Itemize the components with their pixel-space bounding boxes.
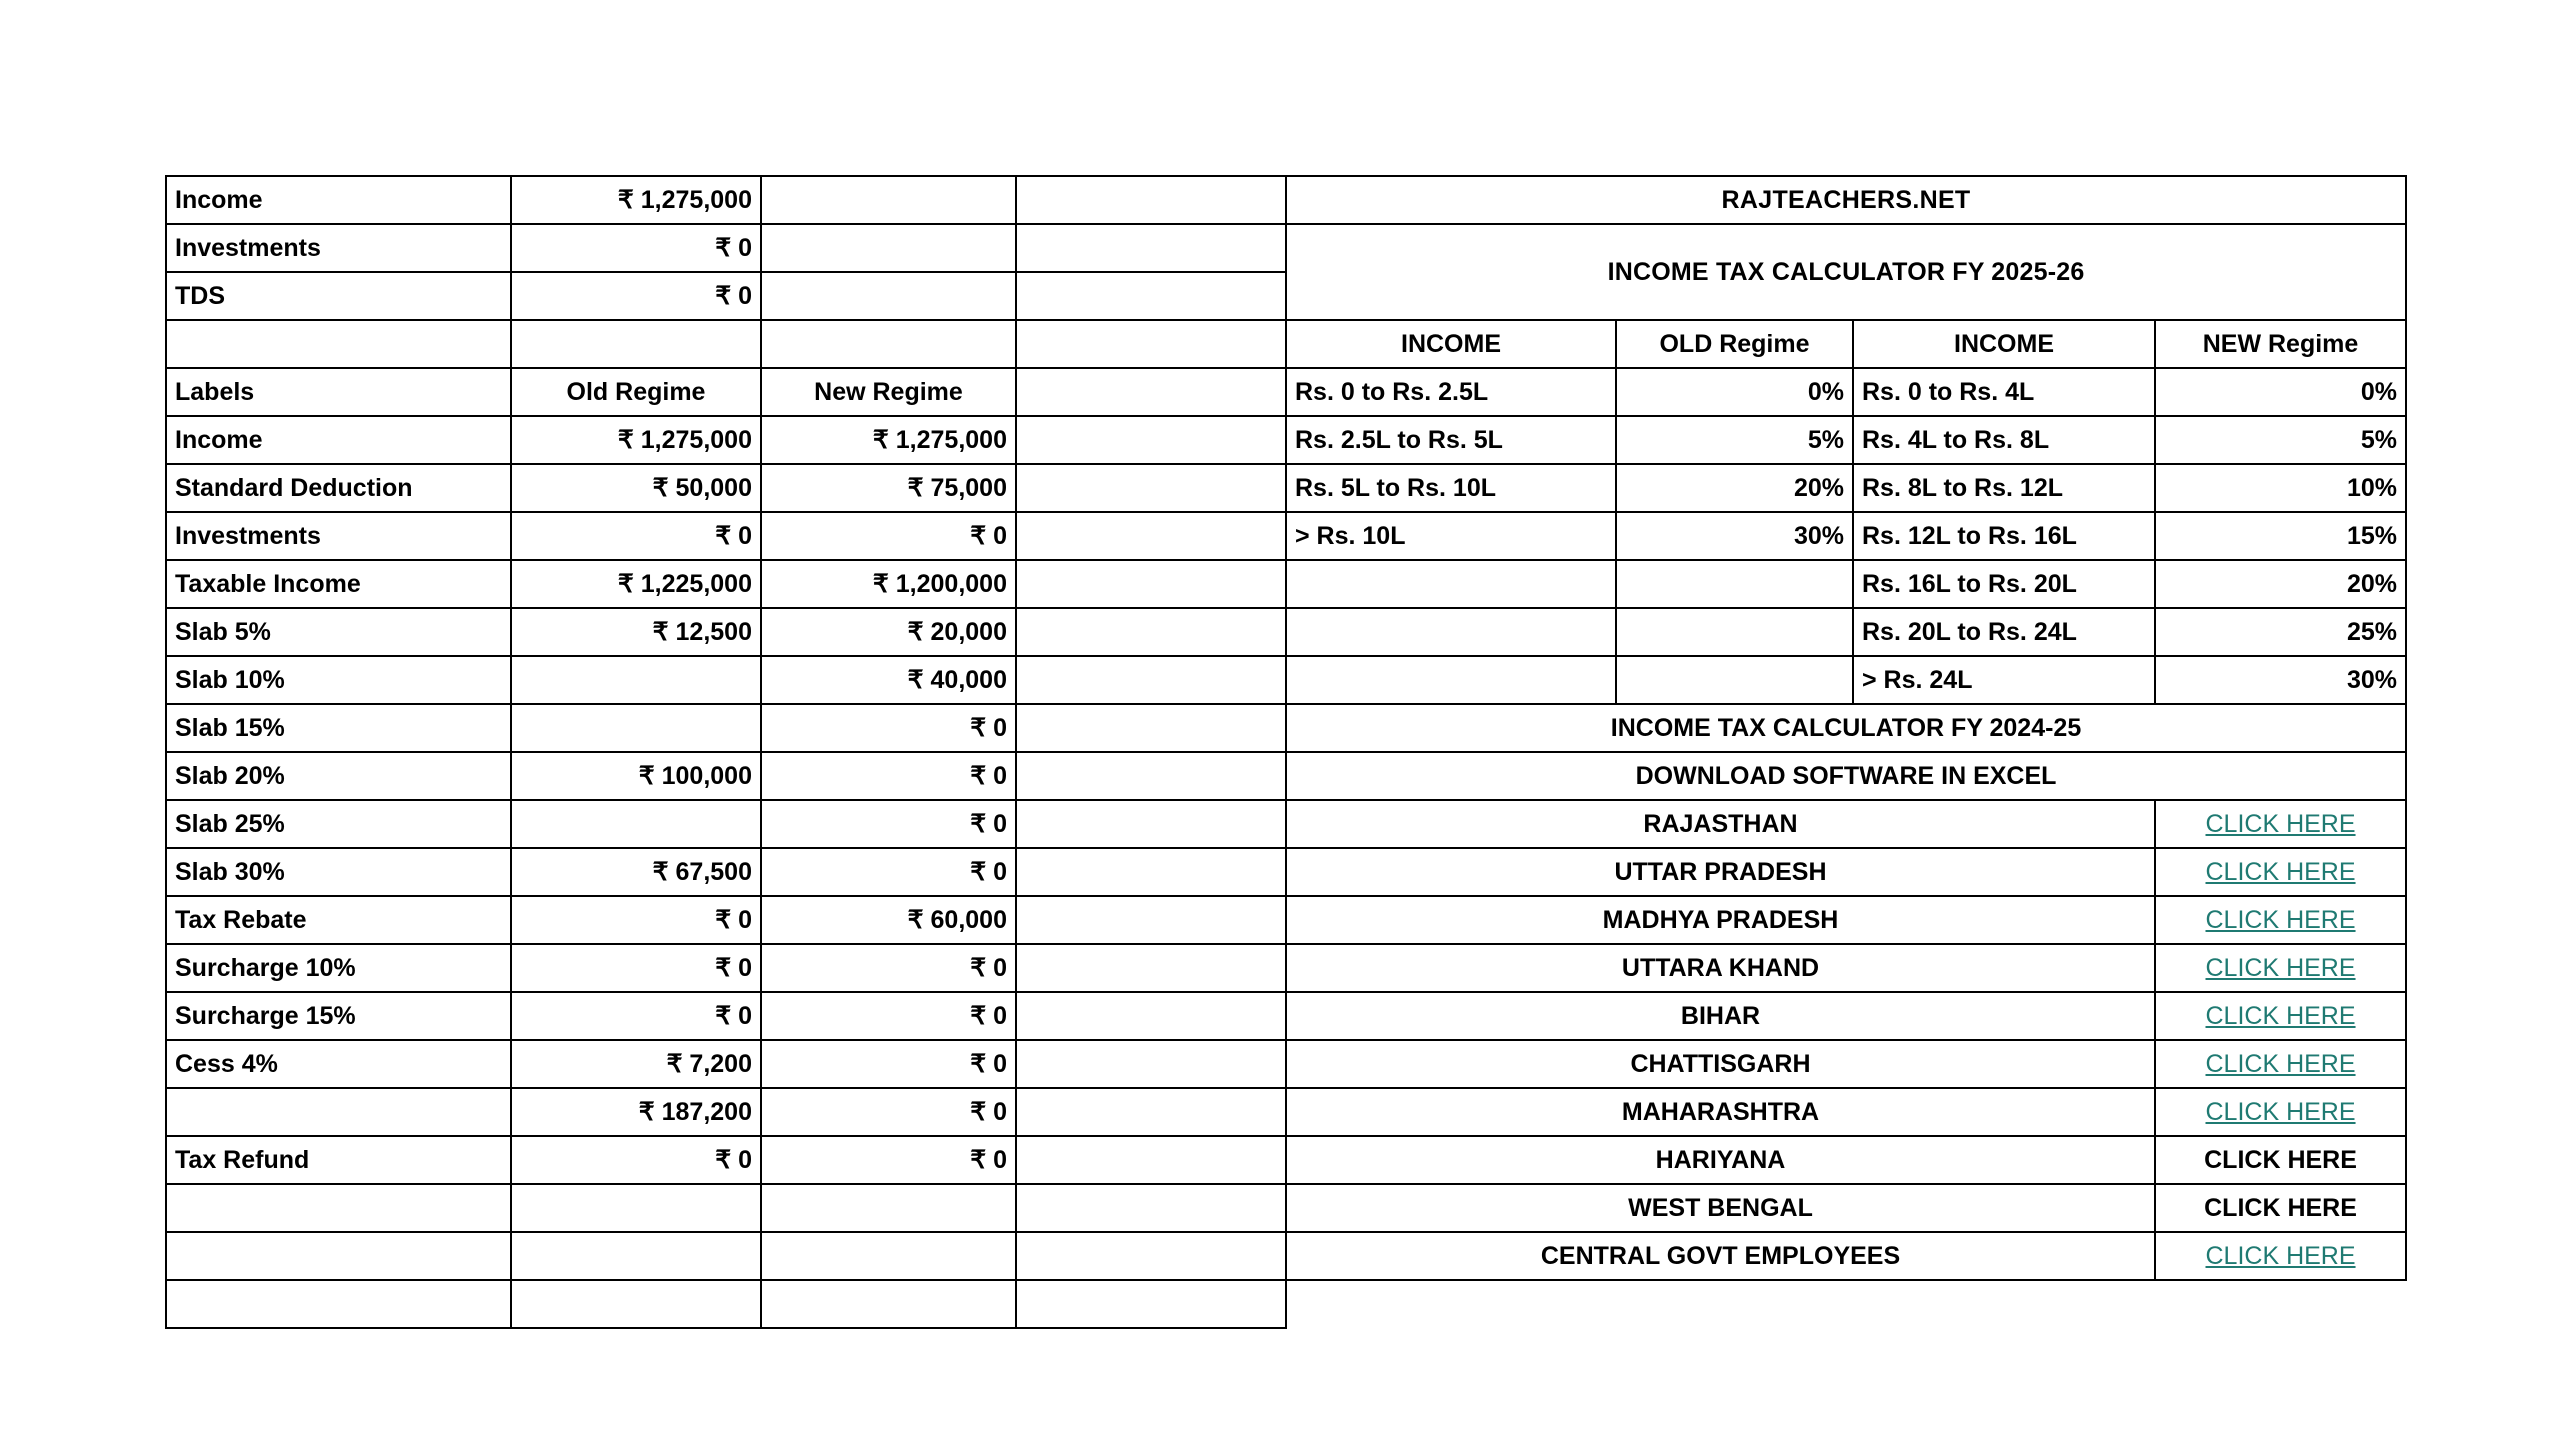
grid-row [166, 224, 2406, 272]
slab-new-rate: 20% [2155, 560, 2406, 608]
compare-label: Slab 25% [166, 800, 511, 848]
compare-label: Surcharge 15% [166, 992, 511, 1040]
download-link[interactable] [2155, 944, 2406, 992]
input-value-tds[interactable]: ₹ 0 [511, 272, 761, 320]
grid-row [166, 368, 2406, 416]
compare-new-value[interactable]: ₹ 0 [761, 1040, 1016, 1088]
download-link[interactable] [2155, 992, 2406, 1040]
download-link[interactable] [2155, 1184, 2406, 1232]
click-here-link[interactable]: CLICK HERE [2205, 857, 2356, 886]
spacer-cell [1016, 1232, 1286, 1280]
grid-row [166, 752, 2406, 800]
prev-year-title: INCOME TAX CALCULATOR FY 2024-25 [1286, 704, 2406, 752]
grid-row [166, 848, 2406, 896]
compare-header-labels: Labels [166, 368, 511, 416]
compare-new-value[interactable] [761, 1184, 1016, 1232]
spacer-cell [1016, 1040, 1286, 1088]
compare-new-value[interactable]: ₹ 0 [761, 704, 1016, 752]
spacer-cell [1016, 992, 1286, 1040]
spacer-cell [1016, 896, 1286, 944]
spacer-cell [1016, 1088, 1286, 1136]
spacer-cell [1016, 656, 1286, 704]
grid-row [166, 800, 2406, 848]
input-value-investments[interactable]: ₹ 0 [511, 224, 761, 272]
compare-old-value[interactable]: ₹ 100,000 [511, 752, 761, 800]
slab-new-income: Rs. 0 to Rs. 4L [1853, 368, 2155, 416]
download-state: WEST BENGAL [1286, 1184, 2155, 1232]
compare-old-value[interactable] [511, 1232, 761, 1280]
download-link[interactable] [2155, 848, 2406, 896]
download-state: CHATTISGARH [1286, 1040, 2155, 1088]
slab-header-new-regime: NEW Regime [2155, 320, 2406, 368]
compare-new-value[interactable]: ₹ 0 [761, 992, 1016, 1040]
compare-old-value[interactable]: ₹ 0 [511, 944, 761, 992]
compare-label [166, 1232, 511, 1280]
compare-label: Income [166, 416, 511, 464]
compare-label: Slab 30% [166, 848, 511, 896]
slab-new-income: Rs. 20L to Rs. 24L [1853, 608, 2155, 656]
slab-old-rate: 20% [1616, 464, 1853, 512]
slab-old-rate: 30% [1616, 512, 1853, 560]
slab-new-income: Rs. 4L to Rs. 8L [1853, 416, 2155, 464]
compare-new-value[interactable]: ₹ 0 [761, 944, 1016, 992]
click-here-link[interactable]: CLICK HERE [2204, 1145, 2357, 1174]
spacer-cell [1016, 176, 1286, 224]
slab-new-income: Rs. 12L to Rs. 16L [1853, 512, 2155, 560]
compare-label: Slab 5% [166, 608, 511, 656]
compare-header-new: New Regime [761, 368, 1016, 416]
input-label-income: Income [166, 176, 511, 224]
compare-new-value[interactable]: ₹ 40,000 [761, 656, 1016, 704]
compare-old-value[interactable] [511, 704, 761, 752]
download-link[interactable] [2155, 1088, 2406, 1136]
slab-header-old-income: INCOME [1286, 320, 1616, 368]
download-link[interactable] [2155, 896, 2406, 944]
grid-row [166, 560, 2406, 608]
compare-new-value[interactable]: ₹ 0 [761, 1088, 1016, 1136]
spreadsheet [165, 175, 2405, 1329]
download-state: CENTRAL GOVT EMPLOYEES [1286, 1232, 2155, 1280]
grid-row [166, 944, 2406, 992]
grid-row [166, 416, 2406, 464]
compare-old-value[interactable]: ₹ 1,225,000 [511, 560, 761, 608]
slab-new-income: > Rs. 24L [1853, 656, 2155, 704]
grid-row [166, 656, 2406, 704]
slab-old-income: Rs. 0 to Rs. 2.5L [1286, 368, 1616, 416]
slab-new-income: Rs. 16L to Rs. 20L [1853, 560, 2155, 608]
grid-row [166, 1232, 2406, 1280]
compare-new-value[interactable]: ₹ 60,000 [761, 896, 1016, 944]
spacer-cell [1016, 608, 1286, 656]
main-title: INCOME TAX CALCULATOR FY 2025-26 [1286, 224, 2406, 320]
slab-new-rate: 30% [2155, 656, 2406, 704]
compare-label [166, 1184, 511, 1232]
compare-label: Slab 10% [166, 656, 511, 704]
slab-header-old-regime: OLD Regime [1616, 320, 1853, 368]
grid-row [166, 1136, 2406, 1184]
grid-row [166, 1088, 2406, 1136]
spacer-cell [761, 224, 1016, 272]
compare-old-value[interactable]: ₹ 67,500 [511, 848, 761, 896]
slab-old-rate: 0% [1616, 368, 1853, 416]
spacer-cell [1016, 320, 1286, 368]
spacer-cell [1016, 464, 1286, 512]
slab-old-income [1286, 608, 1616, 656]
spacer-cell [1016, 512, 1286, 560]
download-state: MADHYA PRADESH [1286, 896, 2155, 944]
click-here-link[interactable]: CLICK HERE [2205, 809, 2356, 838]
slab-new-rate: 15% [2155, 512, 2406, 560]
compare-old-value[interactable]: ₹ 12,500 [511, 608, 761, 656]
compare-old-value[interactable] [511, 1280, 761, 1328]
spacer-cell [1016, 800, 1286, 848]
download-link[interactable] [2155, 1136, 2406, 1184]
compare-old-value[interactable]: ₹ 0 [511, 1136, 761, 1184]
calculator-grid [165, 175, 2407, 1329]
grid-row [166, 1040, 2406, 1088]
spacer-cell [1016, 272, 1286, 320]
compare-new-value[interactable] [761, 1280, 1016, 1328]
compare-new-value[interactable]: ₹ 0 [761, 752, 1016, 800]
grid-row [166, 1184, 2406, 1232]
slab-new-rate: 5% [2155, 416, 2406, 464]
slab-new-income: Rs. 8L to Rs. 12L [1853, 464, 2155, 512]
download-state: UTTAR PRADESH [1286, 848, 2155, 896]
slab-header-new-income: INCOME [1853, 320, 2155, 368]
click-here-link[interactable]: CLICK HERE [2205, 1241, 2356, 1270]
input-label-investments: Investments [166, 224, 511, 272]
spacer-cell [1016, 704, 1286, 752]
compare-header-old: Old Regime [511, 368, 761, 416]
spacer-cell [1016, 1280, 1286, 1328]
compare-new-value[interactable]: ₹ 0 [761, 512, 1016, 560]
spacer-cell [761, 176, 1016, 224]
input-label-tds: TDS [166, 272, 511, 320]
download-state: BIHAR [1286, 992, 2155, 1040]
compare-old-value[interactable]: ₹ 1,275,000 [511, 416, 761, 464]
compare-label: Tax Rebate [166, 896, 511, 944]
separator-cell [511, 320, 761, 368]
compare-old-value[interactable] [511, 800, 761, 848]
separator-cell [761, 320, 1016, 368]
grid-row [166, 320, 2406, 368]
grid-row [166, 608, 2406, 656]
compare-label: Slab 15% [166, 704, 511, 752]
compare-old-value[interactable]: ₹ 50,000 [511, 464, 761, 512]
slab-old-rate [1616, 560, 1853, 608]
spacer-cell [1016, 944, 1286, 992]
spacer-cell [1016, 416, 1286, 464]
compare-label: Tax Refund [166, 1136, 511, 1184]
download-state: RAJASTHAN [1286, 800, 2155, 848]
download-title: DOWNLOAD SOFTWARE IN EXCEL [1286, 752, 2406, 800]
compare-new-value[interactable]: ₹ 1,275,000 [761, 416, 1016, 464]
click-here-link[interactable]: CLICK HERE [2205, 953, 2356, 982]
spacer-cell [1016, 752, 1286, 800]
slab-old-income [1286, 560, 1616, 608]
slab-old-income [1286, 656, 1616, 704]
compare-label: Investments [166, 512, 511, 560]
compare-new-value[interactable]: ₹ 1,200,000 [761, 560, 1016, 608]
spacer-cell [761, 272, 1016, 320]
spacer-cell [1016, 368, 1286, 416]
compare-new-value[interactable]: ₹ 0 [761, 800, 1016, 848]
click-here-link[interactable]: CLICK HERE [2205, 1001, 2356, 1030]
slab-old-rate [1616, 656, 1853, 704]
download-link[interactable] [2155, 800, 2406, 848]
grid-row [166, 704, 2406, 752]
compare-old-value[interactable] [511, 1184, 761, 1232]
compare-new-value[interactable]: ₹ 20,000 [761, 608, 1016, 656]
compare-label: Slab 20% [166, 752, 511, 800]
slab-old-income: > Rs. 10L [1286, 512, 1616, 560]
compare-old-value[interactable]: ₹ 0 [511, 512, 761, 560]
slab-new-rate: 10% [2155, 464, 2406, 512]
compare-new-value[interactable]: ₹ 0 [761, 848, 1016, 896]
compare-label [166, 1280, 511, 1328]
slab-new-rate: 0% [2155, 368, 2406, 416]
compare-label: Cess 4% [166, 1040, 511, 1088]
compare-label: Income Tax [166, 1088, 511, 1136]
compare-label: Surcharge 10% [166, 944, 511, 992]
separator-cell [166, 320, 511, 368]
click-here-link[interactable]: CLICK HERE [2204, 1193, 2357, 1222]
spacer-cell [1016, 560, 1286, 608]
download-link[interactable] [2155, 1040, 2406, 1088]
download-state: MAHARASHTRA [1286, 1088, 2155, 1136]
click-here-link[interactable]: CLICK HERE [2205, 1097, 2356, 1126]
compare-new-value[interactable]: ₹ 75,000 [761, 464, 1016, 512]
input-value-income[interactable]: ₹ 1,275,000 [511, 176, 761, 224]
compare-label: Standard Deduction [166, 464, 511, 512]
grid-body [166, 176, 2406, 1328]
grid-row [166, 176, 2406, 224]
download-link[interactable] [2155, 1232, 2406, 1280]
compare-old-value[interactable]: ₹ 0 [511, 992, 761, 1040]
grid-row [166, 992, 2406, 1040]
site-title: RAJTEACHERS.NET [1286, 176, 2406, 224]
download-state: UTTARA KHAND [1286, 944, 2155, 992]
slab-old-rate: 5% [1616, 416, 1853, 464]
slab-old-rate [1616, 608, 1853, 656]
download-state: HARIYANA [1286, 1136, 2155, 1184]
spacer-cell [1016, 1184, 1286, 1232]
slab-old-income: Rs. 5L to Rs. 10L [1286, 464, 1616, 512]
grid-row [166, 896, 2406, 944]
spacer-cell [1016, 1136, 1286, 1184]
compare-old-value[interactable] [511, 656, 761, 704]
compare-old-value[interactable]: ₹ 0 [511, 896, 761, 944]
compare-new-value[interactable]: ₹ 0 [761, 1136, 1016, 1184]
grid-row [166, 512, 2406, 560]
compare-new-value[interactable] [761, 1232, 1016, 1280]
grid-row [166, 464, 2406, 512]
click-here-link[interactable]: CLICK HERE [2205, 905, 2356, 934]
click-here-link[interactable]: CLICK HERE [2205, 1049, 2356, 1078]
compare-label: Taxable Income [166, 560, 511, 608]
compare-old-value[interactable]: ₹ 187,200 [511, 1088, 761, 1136]
slab-new-rate: 25% [2155, 608, 2406, 656]
spacer-cell [1016, 224, 1286, 272]
compare-old-value[interactable]: ₹ 7,200 [511, 1040, 761, 1088]
grid-row [166, 1280, 2406, 1328]
slab-old-income: Rs. 2.5L to Rs. 5L [1286, 416, 1616, 464]
spacer-cell [1016, 848, 1286, 896]
